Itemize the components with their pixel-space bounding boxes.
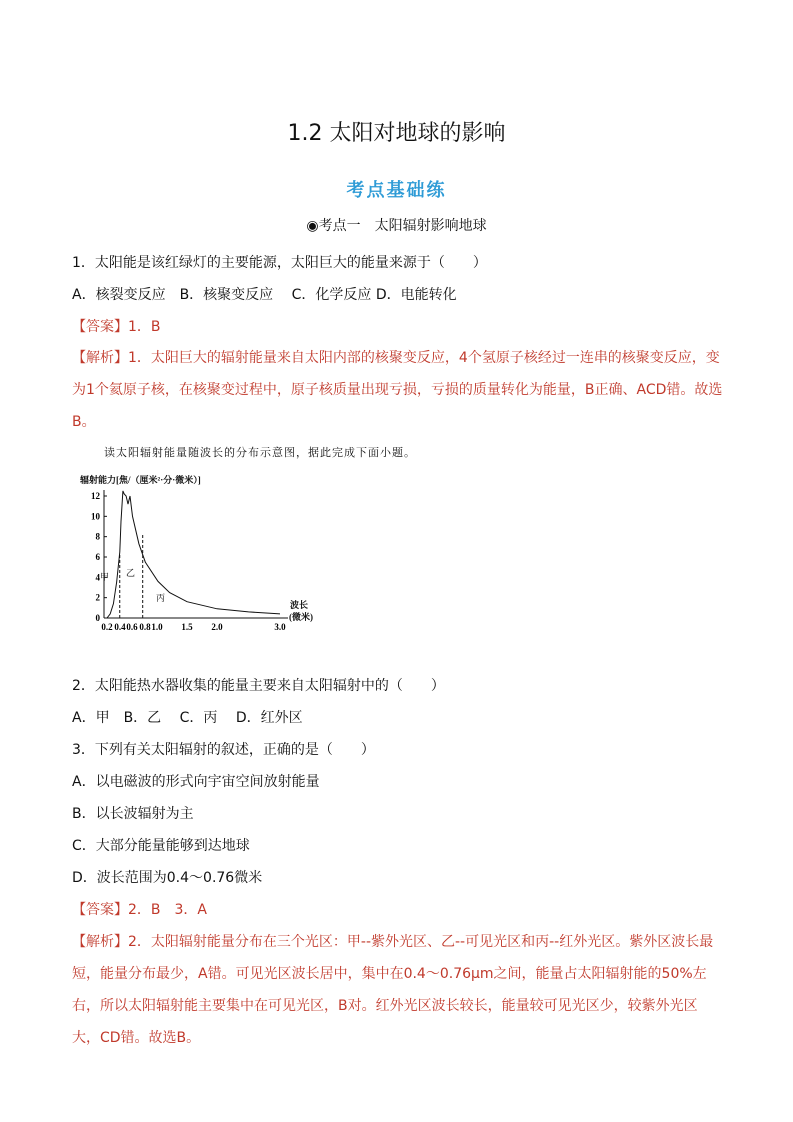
- q2-options: A．甲 B．乙 C．丙 D．红外区: [72, 710, 303, 726]
- x-tick-label: 1.5: [181, 622, 193, 632]
- y-tick-label: 6: [95, 552, 100, 562]
- region-label-yi: 乙: [126, 569, 136, 579]
- q1-stem: 1．太阳能是该红绿灯的主要能源，太阳巨大的能量来源于（ ）: [72, 255, 487, 271]
- x-tick-label: 0.4: [114, 622, 126, 632]
- answer-tag: 【答案】: [72, 319, 128, 335]
- analysis-2: [72, 926, 724, 1054]
- q2-stem: 2．太阳能热水器收集的能量主要来自太阳辐射中的（ ）: [72, 678, 445, 694]
- figure-note: 读太阳辐射能量随波长的分布示意图，据此完成下面小题。: [104, 446, 416, 459]
- x-axis-label: [289, 599, 313, 622]
- q3-option-a: A．以电磁波的形式向宇宙空间放射能量: [72, 774, 320, 790]
- solar-radiation-chart: [70, 470, 330, 638]
- x-tick-label: 1.0: [151, 622, 163, 632]
- analysis-tag: 【解析】: [72, 350, 128, 366]
- x-axis-label-bottom: (微米): [289, 612, 313, 622]
- region-label-bing: 丙: [156, 594, 166, 604]
- x-tick-label: 0.2: [101, 622, 113, 632]
- answer-2-3: [72, 900, 207, 920]
- analysis-text: 1．太阳巨大的辐射能量来自太阳内部的核聚变反应，4个氢原子核经过一连串的核聚变反应，变为1个氦原子核，在核聚变过程中，原子核质量出现亏损，亏损的质量转化为能量，B正确、ACD错。故选B。: [72, 350, 723, 430]
- y-tick-label: 8: [95, 531, 100, 542]
- y-tick-label: 12: [91, 491, 100, 501]
- answer-tag: 【答案】: [72, 902, 128, 918]
- x-tick-label: 3.0: [274, 622, 286, 632]
- x-tick-label: 0.6: [126, 622, 138, 632]
- analysis-tag: 【解析】: [72, 934, 128, 950]
- q3-option-c: C．大部分能量能够到达地球: [72, 838, 250, 854]
- y-tick-label: 10: [91, 511, 100, 522]
- q1-options: A．核裂变反应 B．核聚变反应 C．化学反应 D．电能转化: [72, 287, 457, 303]
- section-subtitle: 考点基础练: [346, 180, 447, 201]
- q3-stem: 3．下列有关太阳辐射的叙述，正确的是（ ）: [72, 742, 375, 758]
- answer-text: 2．B 3．A: [128, 902, 207, 918]
- answer-text: 1．B: [128, 319, 161, 335]
- y-tick-label: 4: [95, 572, 100, 583]
- q3-option-d: D．波长范围为0.4～0.76微米: [72, 870, 263, 886]
- y-tick-label: 2: [95, 592, 100, 603]
- analysis-text: 2．太阳辐射能量分布在三个光区：甲--紫外光区、乙--可见光区和丙--红外光区。紫外区波长最短，能量分布最少，A错。可见光区波长居中，集中在0.4～0.76μm之间，能量占太阳辐射能的50%左右，所以太阳辐射能主要集中在可见光区，B对。红外光区波长较长，能量较可见光区少，较紫外光区大，CD错。故选B。: [72, 934, 714, 1046]
- y-tick-label: 0: [95, 613, 100, 623]
- page-title: 1.2 太阳对地球的影响: [287, 121, 506, 146]
- radiation-curve: [107, 491, 280, 618]
- x-axis-label-top: 波长: [290, 600, 309, 610]
- answer-1: [72, 317, 161, 337]
- q3-option-b: B．以长波辐射为主: [72, 806, 194, 822]
- region-label-jia: 甲: [100, 573, 110, 583]
- x-tick-label: 0.8: [139, 622, 151, 632]
- y-axis-label: 辐射能力[焦/（厘米²·分·微米）]: [80, 475, 201, 485]
- analysis-1: [72, 342, 724, 438]
- topic-heading: ◉考点一 太阳辐射影响地球: [306, 218, 487, 234]
- x-tick-label: 2.0: [211, 622, 223, 632]
